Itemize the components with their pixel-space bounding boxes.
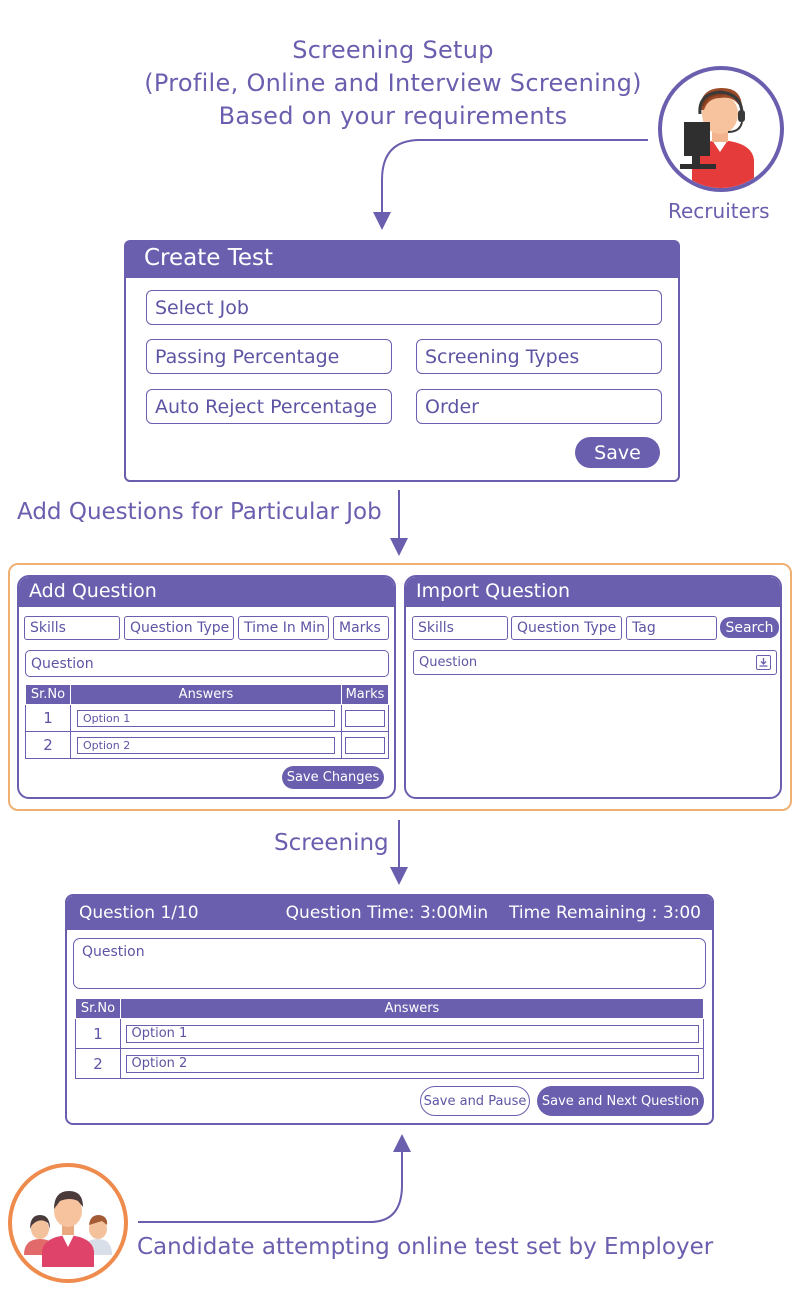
order-field[interactable]: Order <box>416 389 662 424</box>
question-list-item[interactable] <box>413 650 777 675</box>
candidate-label: Candidate attempting online test set by Employer <box>137 1234 714 1260</box>
answer-marks-input[interactable] <box>345 737 385 754</box>
download-icon[interactable] <box>756 655 771 670</box>
passing-percentage-field[interactable]: Passing Percentage <box>146 339 392 374</box>
arrow-up-icon <box>138 1146 402 1222</box>
search-button[interactable]: Search <box>720 617 779 638</box>
row-number: 2 <box>76 1049 121 1079</box>
question-label: Question <box>419 655 478 670</box>
question-time: Question Time: 3:00Min <box>285 903 489 923</box>
add-question-panel <box>17 575 396 799</box>
table-row <box>26 732 389 759</box>
arrow-head <box>373 212 391 230</box>
row-number: 1 <box>76 1019 121 1049</box>
setup-title: Screening Setup <box>292 36 494 64</box>
answers-table <box>25 684 389 759</box>
setup-description: Based on your requirements <box>218 102 568 130</box>
add-questions-label: Add Questions for Particular Job <box>17 499 382 525</box>
answer-option-input[interactable]: Option 2 <box>77 737 335 754</box>
row-number: 2 <box>26 732 71 759</box>
arrow-down-icon <box>382 140 648 222</box>
save-button[interactable]: Save <box>575 437 660 468</box>
screening-label: Screening <box>274 830 389 856</box>
skills-field[interactable]: Skills <box>412 616 508 640</box>
arrow-head <box>390 867 408 885</box>
setup-subtitle: (Profile, Online and Interview Screening) <box>144 69 642 97</box>
screening-answers-table <box>75 998 704 1079</box>
recruiters-label: Recruiters <box>668 199 770 223</box>
create-test-panel <box>124 240 680 482</box>
candidates-group-icon <box>8 1163 128 1283</box>
arrow-head <box>393 1134 411 1152</box>
select-job-field[interactable]: Select Job <box>146 290 662 325</box>
tag-field[interactable]: Tag <box>626 616 717 640</box>
sr-no-header: Sr.No <box>76 999 121 1019</box>
time-in-min-field[interactable]: Time In Min <box>238 616 329 640</box>
answer-marks-input[interactable] <box>345 710 385 727</box>
answer-option[interactable]: Option 1 <box>126 1025 699 1043</box>
time-remaining: Time Remaining : 3:00 <box>509 903 701 923</box>
table-row <box>26 705 389 732</box>
marks-header: Marks <box>342 685 389 705</box>
add-question-title: Add Question <box>19 577 394 607</box>
save-and-next-button[interactable]: Save and Next Question <box>537 1086 704 1116</box>
answer-option[interactable]: Option 2 <box>126 1055 699 1073</box>
import-question-title: Import Question <box>406 577 780 607</box>
answers-header: Answers <box>71 685 342 705</box>
sr-no-header: Sr.No <box>26 685 71 705</box>
question-display: Question <box>73 938 706 989</box>
recruiter-avatar-icon <box>658 66 784 192</box>
answers-header: Answers <box>121 999 704 1019</box>
row-number: 1 <box>26 705 71 732</box>
answer-option-input[interactable]: Option 1 <box>77 710 335 727</box>
question-field[interactable]: Question <box>25 650 389 677</box>
question-type-field[interactable]: Question Type <box>511 616 622 640</box>
auto-reject-percentage-field[interactable]: Auto Reject Percentage <box>146 389 392 424</box>
skills-field[interactable]: Skills <box>24 616 120 640</box>
table-row <box>76 1019 704 1049</box>
table-row <box>76 1049 704 1079</box>
save-and-pause-button[interactable]: Save and Pause <box>420 1086 530 1116</box>
create-test-title: Create Test <box>126 242 678 278</box>
save-changes-button[interactable]: Save Changes <box>282 766 384 789</box>
arrow-head <box>390 538 408 556</box>
import-question-panel <box>404 575 782 799</box>
question-counter: Question 1/10 <box>79 903 199 923</box>
question-type-field[interactable]: Question Type <box>124 616 234 640</box>
marks-field[interactable]: Marks <box>333 616 389 640</box>
screening-test-panel <box>65 894 714 1125</box>
screening-types-field[interactable]: Screening Types <box>416 339 662 374</box>
